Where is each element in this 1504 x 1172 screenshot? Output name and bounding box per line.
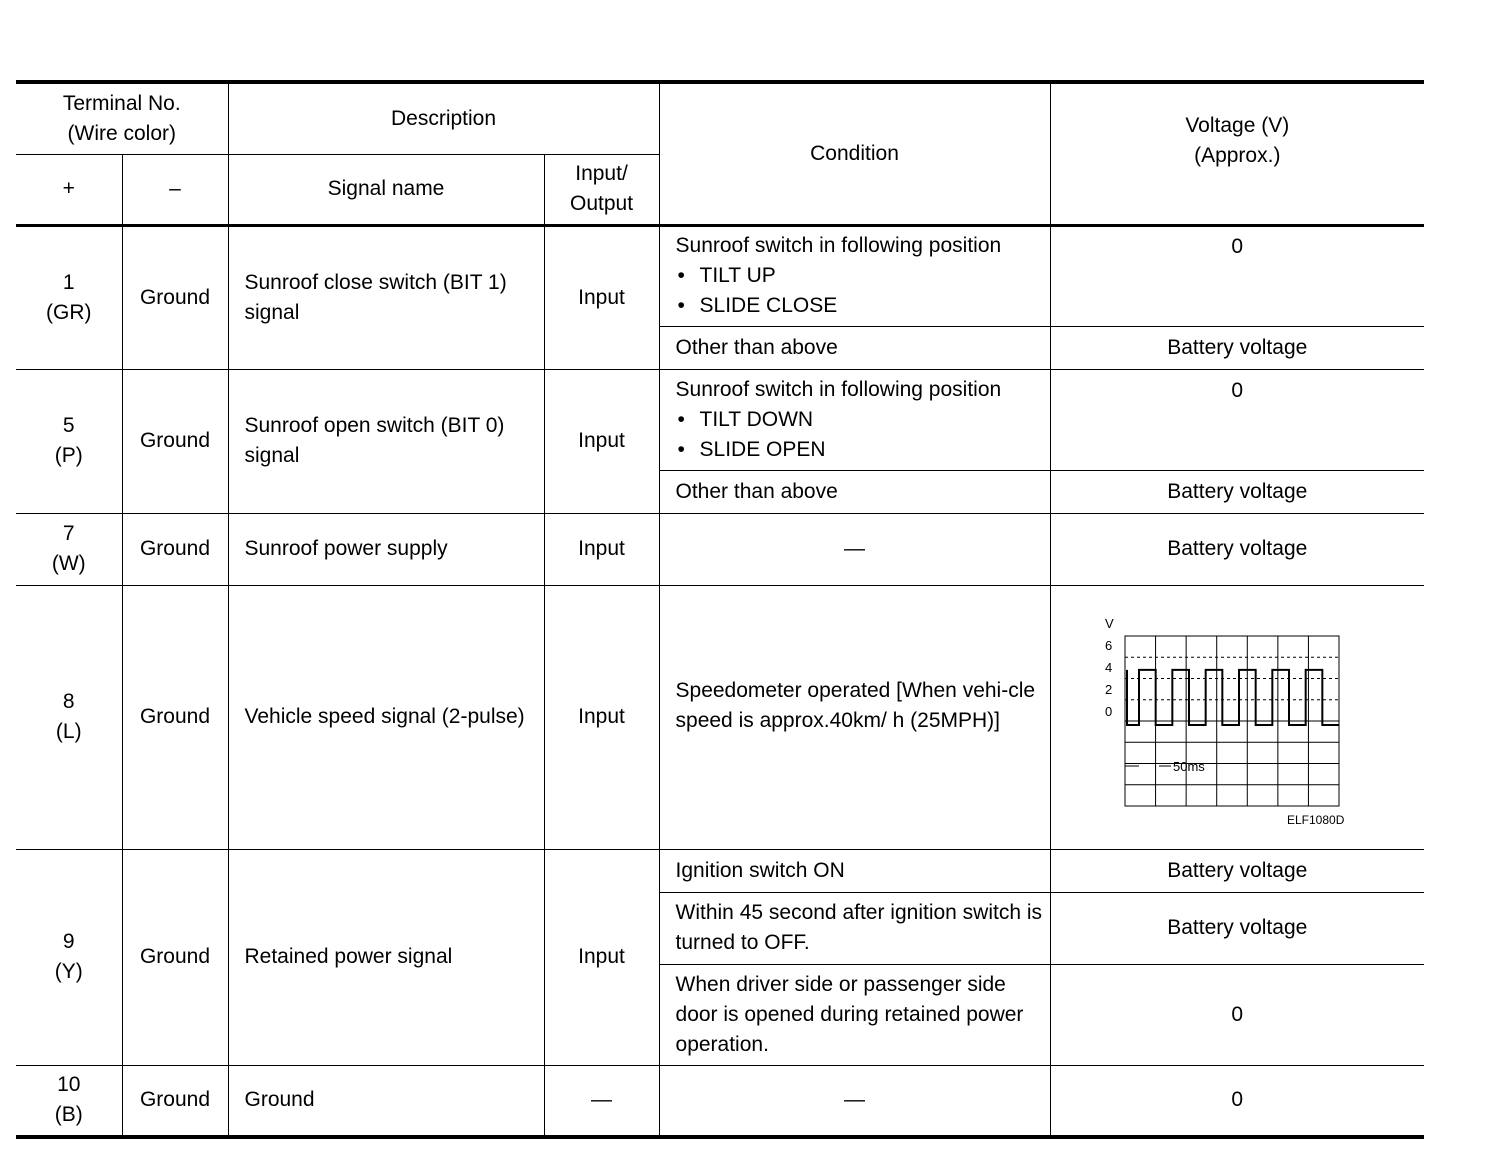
condition-cell: — (659, 1065, 1050, 1137)
condition-text: Sunroof switch in following position (675, 377, 1002, 401)
waveform-time-label: 50ms (1173, 758, 1206, 774)
wire-color: (GR) (46, 300, 92, 324)
signal-name-cell: Sunroof power supply (228, 513, 544, 585)
terminal-cell (16, 369, 122, 513)
minus-header: – (122, 154, 228, 225)
condition-bullet: • SLIDE CLOSE (676, 291, 1046, 321)
io-header (544, 154, 659, 225)
voltage-cell: Battery voltage (1050, 892, 1424, 964)
voltage-header-line1: Voltage (V) (1185, 113, 1290, 137)
terminal-table (16, 80, 1424, 1139)
waveform-grid (1125, 636, 1339, 806)
signal-name-header: Signal name (228, 154, 544, 225)
terminal-cell (16, 1065, 122, 1137)
waveform-tick-label: 6 (1105, 637, 1113, 653)
ground-cell: Ground (122, 513, 228, 585)
terminal-number: 9 (62, 930, 75, 953)
voltage-cell (1050, 585, 1424, 849)
wire-color: (W) (51, 552, 86, 575)
header-row (16, 82, 1424, 154)
table-row (16, 513, 1424, 585)
terminal-number: 7 (62, 522, 75, 545)
pulse-waveform (1087, 614, 1387, 829)
voltage-header-line2: (Approx.) (1194, 143, 1281, 167)
voltage-cell: 0 (1050, 1065, 1424, 1137)
signal-name-cell: Retained power signal (228, 849, 544, 1065)
waveform-tick-label: 4 (1105, 659, 1113, 675)
table-row (16, 225, 1424, 326)
io-cell: Input (544, 513, 659, 585)
terminal-cell (16, 225, 122, 369)
description-header: Description (228, 82, 659, 154)
terminal-number: 5 (62, 414, 75, 437)
condition-cell (659, 225, 1050, 326)
condition-text: Sunroof switch in following position (675, 234, 1002, 257)
wire-color: (B) (54, 1103, 83, 1127)
io-header-line1: Input/ (575, 162, 628, 185)
io-cell: — (544, 1065, 659, 1137)
condition-cell (659, 585, 1050, 849)
voltage-cell: Battery voltage (1050, 470, 1424, 513)
table-row (16, 585, 1424, 849)
ground-cell: Ground (122, 849, 228, 1065)
ground-cell: Ground (122, 1065, 228, 1137)
condition-cell: When driver side or passenger side door is opened during retained power operation. (659, 964, 1050, 1065)
figure-id: ELF1080D (1287, 812, 1345, 827)
condition-cell: Within 45 second after ignition switch is turned to OFF. (659, 892, 1050, 964)
plus-header: + (16, 154, 122, 225)
io-cell: Input (544, 849, 659, 1065)
table-row (16, 849, 1424, 892)
io-header-line2: Output (569, 192, 634, 215)
condition-header: Condition (659, 82, 1050, 225)
voltage-value: 0 (1231, 235, 1244, 258)
condition-cell: Other than above (659, 326, 1050, 369)
condition-bullet: • TILT UP (676, 261, 1046, 291)
condition-cell: Other than above (659, 470, 1050, 513)
io-cell: Input (544, 225, 659, 369)
voltage-cell: Battery voltage (1050, 513, 1424, 585)
terminal-cell (16, 585, 122, 849)
waveform-tick-label: 2 (1105, 681, 1113, 697)
signal-name-cell: Ground (228, 1065, 544, 1137)
condition-bullet: • SLIDE OPEN (676, 435, 1046, 465)
signal-name-cell: Sunroof close switch (BIT 1) signal (228, 225, 544, 369)
terminal-cell (16, 513, 122, 585)
table-row (16, 1065, 1424, 1137)
terminal-number: 10 (57, 1073, 81, 1097)
condition-text: Speedometer operated [When vehi-cle speed is approx.40km/ h (25MPH)] (675, 679, 1036, 732)
waveform-tick-label: 0 (1105, 703, 1113, 719)
terminal-number: 1 (62, 270, 75, 294)
voltage-cell (1050, 369, 1424, 470)
ground-cell: Ground (122, 225, 228, 369)
condition-list (676, 261, 1046, 321)
condition-cell: Ignition switch ON (659, 849, 1050, 892)
voltage-cell: Battery voltage (1050, 326, 1424, 369)
voltage-cell (1050, 225, 1424, 326)
wire-color: (L) (55, 720, 82, 743)
voltage-header (1050, 82, 1424, 225)
voltage-cell: Battery voltage (1050, 849, 1424, 892)
condition-cell (659, 369, 1050, 470)
io-cell: Input (544, 585, 659, 849)
terminal-header (16, 82, 228, 154)
terminal-number: 8 (62, 690, 75, 713)
waveform-axis-label: V (1105, 615, 1114, 631)
wire-color: (P) (54, 444, 83, 467)
signal-name-cell: Sunroof open switch (BIT 0) signal (228, 369, 544, 513)
ground-cell: Ground (122, 585, 228, 849)
table-row (16, 369, 1424, 470)
condition-bullet: • TILT DOWN (676, 405, 1046, 435)
terminal-header-line2: (Wire color) (67, 121, 176, 145)
io-cell: Input (544, 369, 659, 513)
signal-name-cell: Vehicle speed signal (2-pulse) (228, 585, 544, 849)
wire-color: (Y) (54, 960, 83, 983)
terminal-cell (16, 849, 122, 1065)
condition-list (676, 405, 1046, 465)
condition-cell: — (659, 513, 1050, 585)
voltage-value: 0 (1231, 378, 1244, 402)
terminal-header-line1: Terminal No. (62, 91, 181, 115)
ground-cell: Ground (122, 369, 228, 513)
voltage-cell: 0 (1050, 964, 1424, 1065)
